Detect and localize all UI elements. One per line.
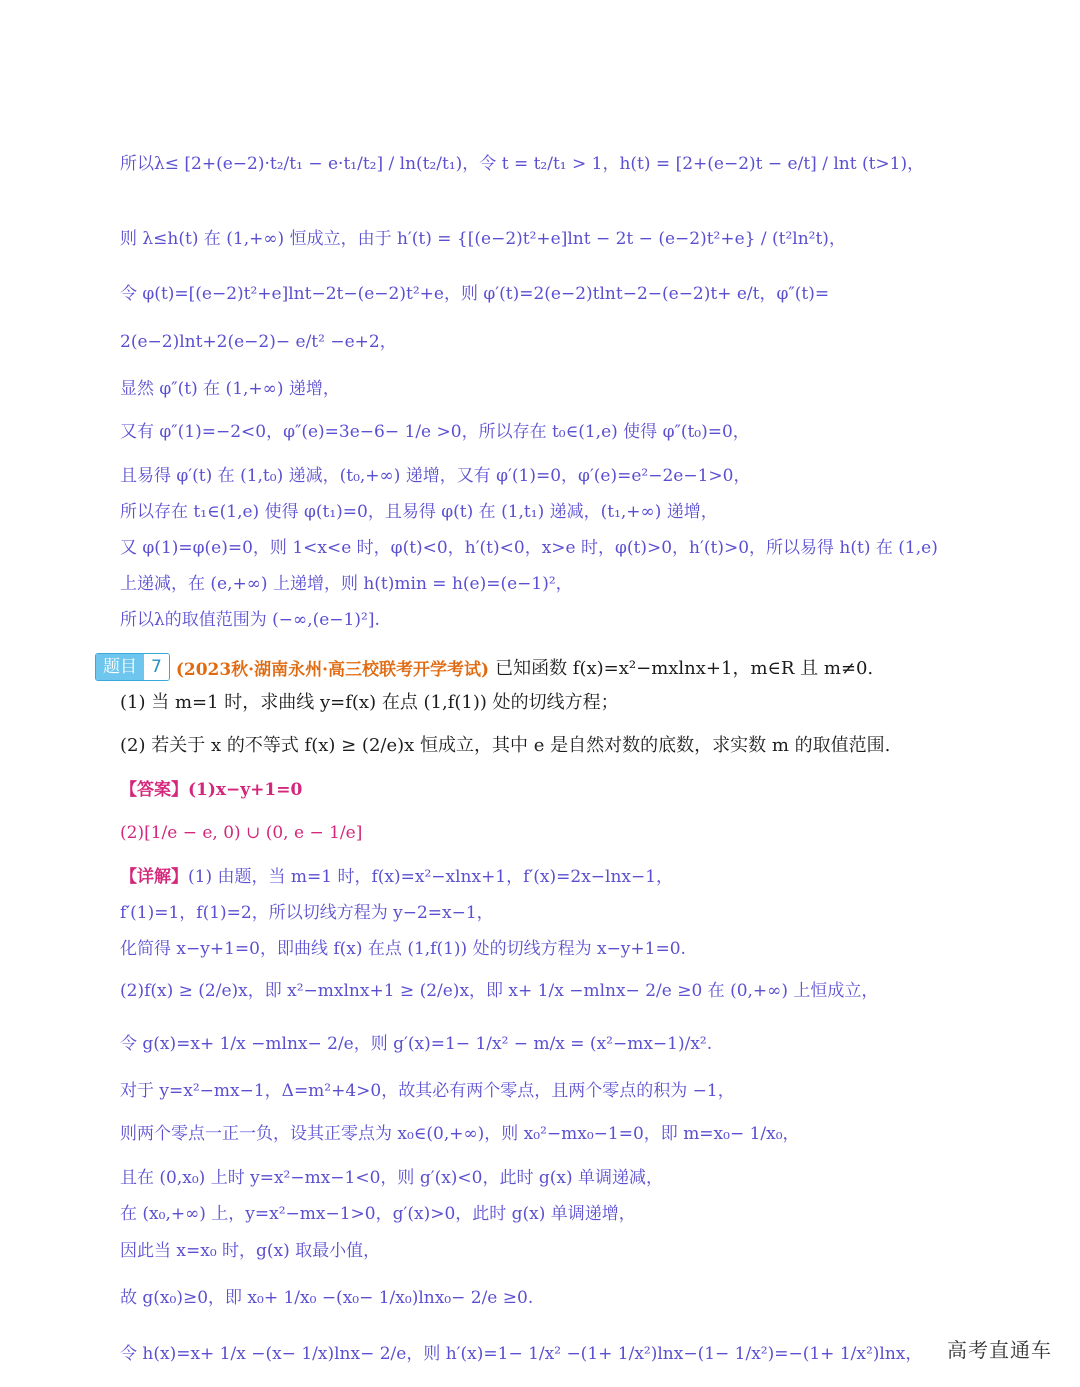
detail-label: 【详解】	[120, 867, 188, 887]
detail-line: f′(1)=1，f(1)=2，所以切线方程为 y−2=x−1，	[120, 903, 494, 923]
solution-line: 所以存在 t₁∈(1,e) 使得 φ(t₁)=0，且易得 φ(t) 在 (1,t₁) 递减，(t₁,+∞) 递增，	[120, 502, 718, 522]
detail-text: (1) 由题，当 m=1 时，f(x)=x²−xlnx+1，f′(x)=2x−lnx−1，	[188, 867, 674, 887]
detail-line: 令 h(x)=x+ 1/x −(x− 1/x)lnx− 2/e，则 h′(x)=1− 1/x² −(1+ 1/x²)lnx−(1− 1/x²)=−(1+ 1/x²)lnx，	[120, 1344, 923, 1364]
answer-part-1: (1)x−y+1=0	[188, 780, 303, 800]
solution-line: 上递减，在 (e,+∞) 上递增，则 h(t)min = h(e)=(e−1)²，	[120, 574, 573, 594]
detail-line: 在 (x₀,+∞) 上，y=x²−mx−1>0，g′(x)>0，此时 g(x) 单调递增，	[120, 1204, 636, 1224]
problem-tag-label: 题目	[96, 654, 144, 680]
solution-line: 又有 φ″(1)=−2<0，φ″(e)=3e−6− 1/e >0，所以存在 t₀∈(1,e) 使得 φ″(t₀)=0，	[120, 422, 750, 442]
answer-part-2: (2)[1/e − e, 0) ∪ (0, e − 1/e]	[120, 823, 363, 843]
answer-line	[120, 779, 1000, 801]
detail-line: 令 g(x)=x+ 1/x −mlnx− 2/e，则 g′(x)=1− 1/x² − m/x = (x²−mx−1)/x².	[120, 1034, 713, 1054]
problem-part-1: (1) 当 m=1 时，求曲线 y=f(x) 在点 (1,f(1)) 处的切线方程；	[120, 692, 619, 713]
detail-line: 则两个零点一正一负，设其正零点为 x₀∈(0,+∞)，则 x₀²−mx₀−1=0，即 m=x₀− 1/x₀，	[120, 1124, 800, 1144]
problem-header	[95, 653, 873, 681]
detail-line: 且在 (0,x₀) 上时 y=x²−mx−1<0，则 g′(x)<0，此时 g(x) 单调递减，	[120, 1168, 664, 1188]
answer-label: 【答案】	[120, 780, 188, 800]
solution-line: 又 φ(1)=φ(e)=0，则 1<x<e 时，φ(t)<0，h′(t)<0，x>e 时，φ(t)>0，h′(t)>0，所以易得 h(t) 在 (1,e)	[120, 538, 938, 558]
solution-line: 所以λ的取值范围为 (−∞,(e−1)²].	[120, 610, 380, 630]
detail-line: 对于 y=x²−mx−1，Δ=m²+4>0，故其必有两个零点，且两个零点的积为 −1，	[120, 1081, 735, 1101]
detail-line: 故 g(x₀)≥0，即 x₀+ 1/x₀ −(x₀− 1/x₀)lnx₀− 2/e ≥0.	[120, 1288, 534, 1308]
problem-stem: 已知函数 f(x)=x²−mxlnx+1，m∈R 且 m≠0.	[495, 658, 874, 679]
detail-line: (2)f(x) ≥ (2/e)x，即 x²−mxlnx+1 ≥ (2/e)x，即 x+ 1/x −mlnx− 2/e ≥0 在 (0,+∞) 上恒成立，	[120, 981, 879, 1001]
problem-part-2: (2) 若关于 x 的不等式 f(x) ≥ (2/e)x 恒成立，其中 e 是自然对数的底数，求实数 m 的取值范围.	[120, 735, 891, 756]
problem-source: (2023秋·湖南永州·高三校联考开学考试)	[175, 659, 490, 680]
solution-line: 且易得 φ′(t) 在 (1,t₀) 递减，(t₀,+∞) 递增，又有 φ′(1)=0，φ′(e)=e²−2e−1>0，	[120, 466, 751, 486]
solution-line: 则 λ≤h(t) 在 (1,+∞) 恒成立，由于 h′(t) = {[(e−2)t²+e]lnt − 2t − (e−2)t²+e} / (t²ln²t)，	[120, 229, 846, 249]
detail-line: 化简得 x−y+1=0，即曲线 f(x) 在点 (1,f(1)) 处的切线方程为 x−y+1=0.	[120, 939, 686, 959]
detail-line: 因此当 x=x₀ 时，g(x) 取最小值，	[120, 1241, 381, 1261]
detail-first-line	[120, 866, 1000, 888]
watermark: 高考直通车	[947, 1338, 1052, 1362]
problem-tag	[95, 653, 170, 681]
solution-line: 2(e−2)lnt+2(e−2)− e/t² −e+2，	[120, 332, 397, 352]
solution-line: 所以λ≤ [2+(e−2)·t₂/t₁ − e·t₁/t₂] / ln(t₂/t₁)，令 t = t₂/t₁ > 1，h(t) = [2+(e−2)t − e/t] / lnt (t>1)，	[120, 154, 925, 174]
solution-line: 令 φ(t)=[(e−2)t²+e]lnt−2t−(e−2)t²+e，则 φ′(t)=2(e−2)tlnt−2−(e−2)t+ e/t，φ″(t)=	[120, 284, 830, 304]
solution-line: 显然 φ″(t) 在 (1,+∞) 递增，	[120, 379, 340, 399]
problem-tag-number: 7	[144, 654, 169, 680]
